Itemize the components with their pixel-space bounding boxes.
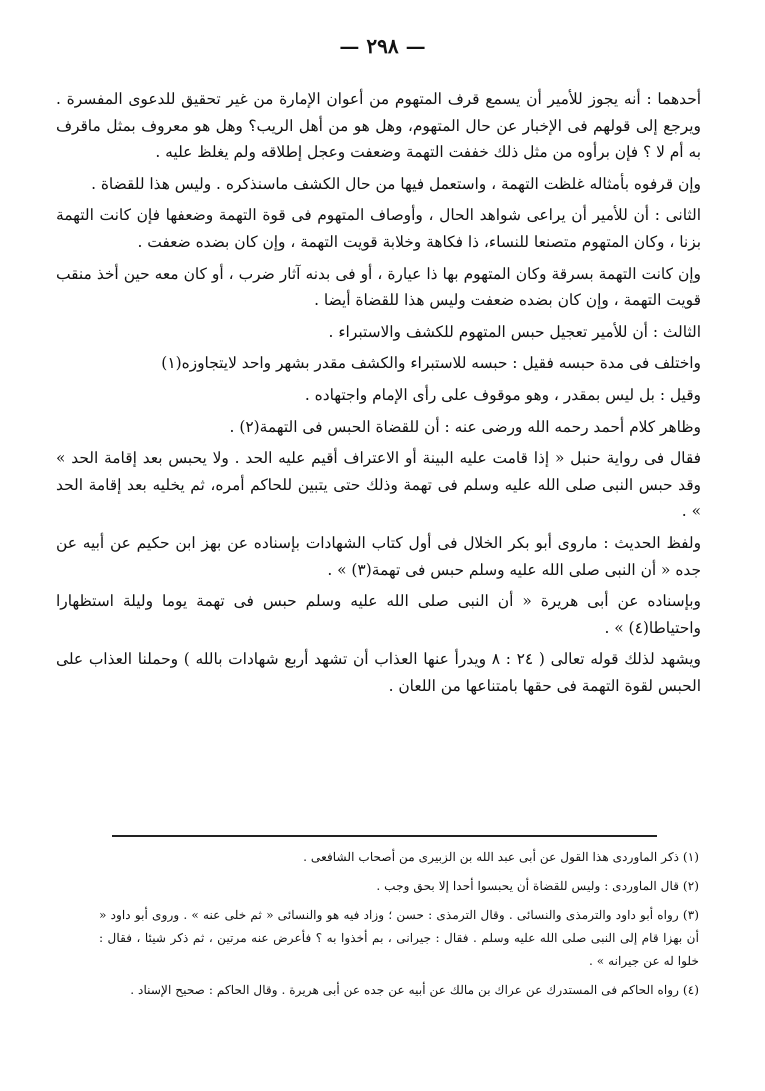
paragraph: أحدهما : أنه يجوز للأمير أن يسمع قرف المتهوم من أعوان الإمارة من غير تحقيق للدعوى المفسرة . ويرجع إلى قولهم فى الإخبار عن حال المتهوم، وهل هو من أهل الريب؟ وهل هو معروف بمثل ماقرف به أم لا ؟ فإن برأوه من مثل ذلك خففت التهمة وضعفت وعجل إطلاقه ولم يغلظ عليه . <box>56 90 701 162</box>
footnote: (٣) رواه أبو داود والترمذى والنسائى . وقال الترمذى : حسن ؛ وزاد فيه هو والنسائى « ثم خلى عنه » . وروى أبو داود « أن بهزا قام إلى النبى صلى الله عليه وسلم . فقال : جيرانى ، بم أخذوا به ؟ فأعرض عنه مرتين ، ثم ذكر شيئا ، فقال : خلوا له عن جيرانه » . <box>99 908 699 968</box>
footnote: (٢) قال الماوردى : وليس للقضاة أن يحبسوا أحدا إلا بحق وجب . <box>376 879 699 893</box>
paragraph: ولفظ الحديث : ماروى أبو بكر الخلال فى أول كتاب الشهادات بإسناده عن بهز ابن حكيم عن أبيه عن جده « أن النبى صلى الله عليه وسلم حبس فى تهمة(٣) » . <box>56 533 701 579</box>
paragraph: فقال فى رواية حنبل « إذا قامت عليه البينة أو الاعتراف أقيم عليه الحد . ولا يحبس بعد إقامة الحد » وقد حبس النبى صلى الله عليه وسلم فى تهمة وذلك حتى يتبين للحاكم أمره، ثم يخليه بعد إقامة الحد » . <box>56 449 701 521</box>
paragraph: وإن كانت التهمة بسرقة وكان المتهوم بها ذا عيارة ، أو فى بدنه آثار ضرب ، أو كان معه حين أخذ منقب قويت التهمة ، وإن كان بضده ضعفت وليس هذا للقضاة أيضا . <box>56 264 701 310</box>
page-number: — ٢٩٨ — <box>339 34 426 58</box>
paragraph: ويشهد لذلك قوله تعالى ( ٢٤ : ٨ ويدرأ عنها العذاب أن تشهد أربع شهادات بالله ) وحملنا العذاب على الحبس لقوة التهمة فى حقها بامتناعها من اللعان . <box>56 650 701 695</box>
main-text <box>56 86 701 704</box>
paragraph: الثالث : أن للأمير تعجيل حبس المتهوم للكشف والاستبراء . <box>328 322 701 341</box>
footnotes <box>99 846 699 1008</box>
paragraph: وبإسناده عن أبى هريرة « أن النبى صلى الله عليه وسلم حبس فى تهمة يوما وليلة استظهارا واحتياطا(٤) » . <box>56 592 701 637</box>
paragraph: الثانى : أن للأمير أن يراعى شواهد الحال ، وأوصاف المتهوم فى قوة التهمة وضعفها فإن كانت التهمة بزنا ، وكان المتهوم متصنعا للنساء، ذا فكاهة وخلابة قويت التهمة ، وإن كان بضده ضعفت . <box>56 206 701 251</box>
footnote: (١) ذكر الماوردى هذا القول عن أبى عبد الله بن الزبيرى من أصحاب الشافعى . <box>303 850 699 864</box>
footnote: (٤) رواه الحاكم فى المستدرك عن عراك بن مالك عن أبيه عن جده عن أبى هريرة . وقال الحاكم : صحيح الإسناد . <box>130 983 699 997</box>
paragraph: وظاهر كلام أحمد رحمه الله ورضى عنه : أن للقضاة الحبس فى التهمة(٢) . <box>229 417 701 436</box>
paragraph: وقيل : بل ليس بمقدر ، وهو موقوف على رأى الإمام واجتهاده . <box>304 385 701 404</box>
footnote-divider <box>112 835 657 837</box>
paragraph: واختلف فى مدة حبسه فقيل : حبسه للاستبراء والكشف مقدر بشهر واحد لايتجاوزه(١) <box>161 354 701 373</box>
paragraph: وإن قرفوه بأمثاله غلظت التهمة ، واستعمل فيها من حال الكشف ماسنذكره . وليس هذا للقضاة . <box>91 174 701 193</box>
